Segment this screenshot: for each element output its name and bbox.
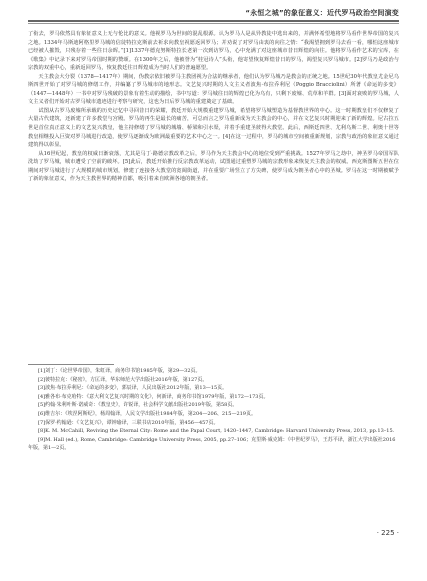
body-paragraph: 天主教会大分裂（1378—1417年）期间，伪教宗依旧被罗马主教团视为合法的继承者，他们认为罗马城乃是教会的正统之地。15世纪30年代教皇尤金尼乌斯四世开始了对罗马城的修缮工作，并编纂了罗马城市的地形志。文艺复兴时期的人文主义者波焦·布拉乔利尼（Poggio Bracciolini）所著《命运的多变》（1447—1448年）一书中对罗马残破的景象有着生动的描绘，书中写道：罗马城往日的辉煌已化为乌有，只剩下废墟、荒草和羊群。[3]面对衰败的罗马城，人文主义者们开始对古罗马城市遗迹进行考察与研究，这也为日后罗马城的重建奠定了基础。 (28, 73, 399, 106)
footnote: [6]维吉尔：《埃涅阿斯纪》，杨周翰译，人民文学出版社1984年版，第204—206、215—219页。 (38, 410, 256, 417)
footnote: [2]彼特拉克：《秘密》，方匡译，华东师范大学出版社2016年版，第127页。 (38, 376, 208, 383)
running-header-title: “永恒之城”的象征意义：近代罗马政治空间演变 (245, 9, 399, 17)
footnote: [7]保罗·约翰逊：《文艺复兴》，谭钟瑜译，三联书店2010年版，第456—457页。 (38, 419, 219, 426)
footnote: [5]约翰·朱利叶斯·诺威奇：《教皇史》，许锐译，社会科学文献出版社2019年版，第58页。 (38, 402, 238, 409)
main-body (28, 30, 399, 184)
page-number: · 225 · (376, 529, 399, 537)
header-rule-thin (28, 23, 399, 24)
body-paragraph: 从16世纪起，教皇的权威日渐衰落，尤其是马丁·路德宗教改革之后，罗马作为天主教会中心的地位受到严重挑战。1527年罗马之劫中，神圣罗马帝国军队洗劫了罗马城，城市遭受了空前的破坏。[5]此后，教廷开始推行反宗教改革运动，试图通过重塑罗马城的宗教形象来恢复天主教会的权威。西克斯图斯五世在位期间对罗马城进行了大规模的城市规划，修建了连接各大教堂的宽阔街道，并在重要广场竖立了方尖碑，使罗马成为朝圣者心中的圣城。罗马在这一时期被赋予了新的象征意义，作为天主教世界的精神首都，吸引着来自欧洲各地的朝圣者。 (28, 150, 399, 183)
body-paragraph: 试图从古罗马废墟所承载的历史记忆中寻回昔日的荣耀，教廷开始大规模重建罗马城，希望将罗马城塑造为基督教世界的中心。这一时期教皇们不仅修复了大量古代建筑，还新建了许多教堂与宫殿。罗马的再生是最长的痛苦，可总而言之罗马重新成为天主教会的中心，并在文艺复兴时期迎来了新的辉煌。尼古拉五世是首位真正意义上的文艺复兴教皇，他主持修缮了罗马城的城墙、桥梁和引水渠，并着手重建圣彼得大教堂。此后，西斯廷四世、尤利乌斯二世、利奥十世等教皇相继投入巨资对罗马城进行改造，使罗马逐渐成为欧洲最重要的艺术中心之一。[4]在这一过程中，罗马的城市空间被重新规划，宗教与政治的象征意义通过建筑得以彰显。 (28, 107, 399, 149)
header-rule (28, 20, 399, 22)
footnotes (28, 367, 399, 453)
body-paragraph: 了衔去，罗马依然具有象征意义上无与伦比的意义。他视罗马为世间的混乱根源。认为罗马人是从异教徒中选出来的，并满怀希望地将罗马看作世界帝国的复兴之地。1334年马斯迪阿格里罗马城的信徒特拉克斯前去祈求向教皇祝愿返回罗马；并劝说了对罗马由衷的向往之情：“我渴望拥到罗马去看一看，哪怕这座城市已经被人摧毁，只残存着一些往日余晖。”[1]1337年德克努斯特拉长老第一次到访罗马，心中充满了对这座城市昔日辉煌的向往。他将罗马看作艺术的宝库，在《歌集》中记录下来对罗马帝国时期的赞颂。在1300年之后，他被誉为“桂冠诗人”头衔，他寄望恢复辉煌昔日的罗马，渴望复兴罗马城市。[2]罗马乃是政治与宗教的双重中心，重新返回罗马，恢复教廷往日辉煌成为当时人们的普遍愿望。 (28, 31, 399, 72)
footnote: [8]K. M. McCahill, Reviving the Eternal City: Rome and the Papal Court, 1420–1447, Cambridge: Harvard University Press, 2013, pp.13–15. (38, 428, 395, 435)
footnote: [1]刘丁：《论世界帝国》，朱虹译，商务印书馆1985年版，第29—32页。 (38, 368, 201, 374)
footnote: [9]M. Hall (ed.), Rome, Cambridge: Cambridge University Press, 2005, pp.27–106；克里斯·威克姆：《中世纪罗马》，王苏平译，浙江大学出版社2016年版，第1—2页。 (28, 436, 396, 452)
footnote-separator (28, 364, 114, 365)
footnote: [4]雅各布·布克哈特：《意大利文艺复兴时期的文化》，何新译，商务印书馆1979年版，第172—173页。 (38, 393, 269, 400)
footnote: [3]波焦·布拉乔利尼：《命运的多变》，郭辰译，人民出版社2012年版，第13—15页。 (38, 385, 228, 392)
